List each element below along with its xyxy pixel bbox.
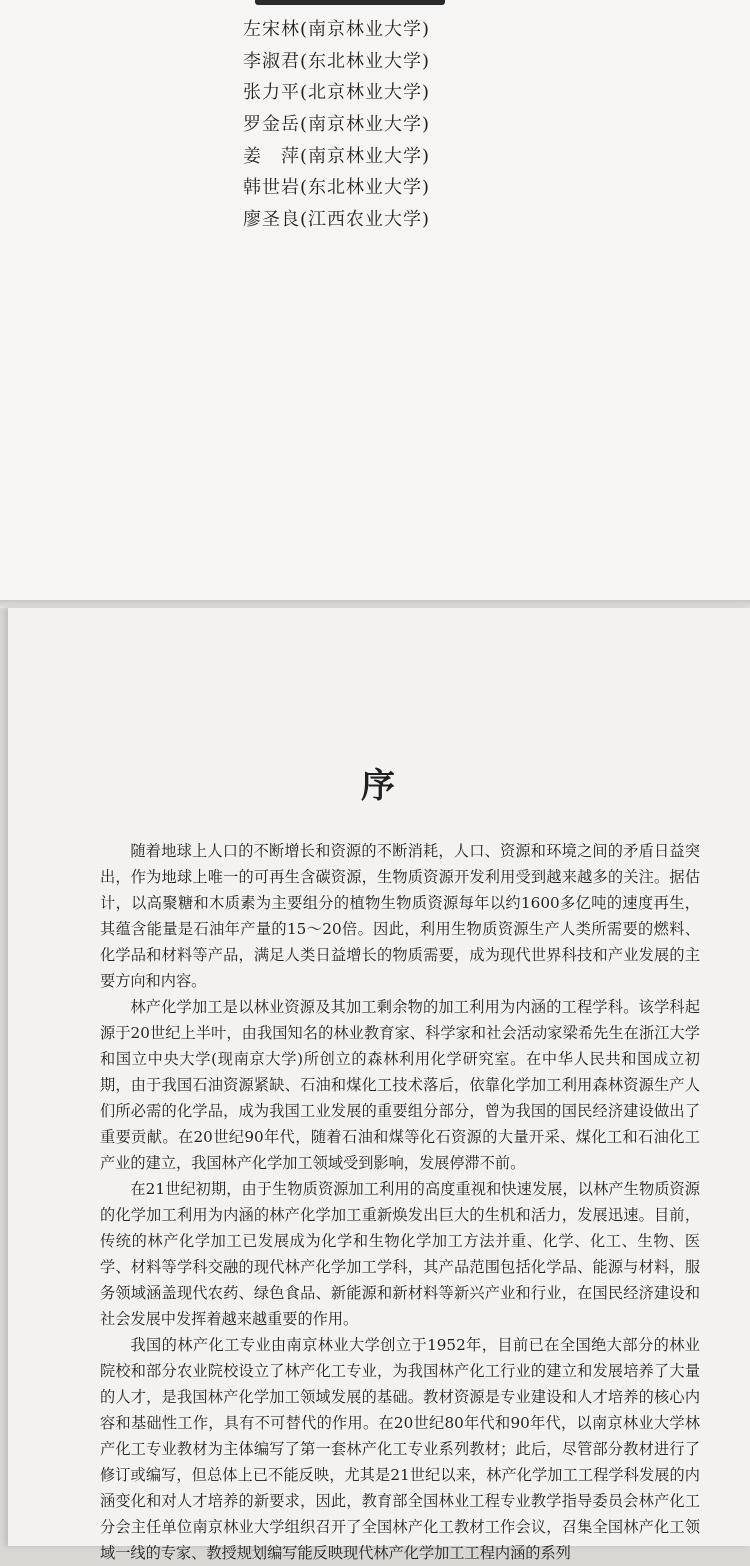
contributor-item: 左宋林(南京林业大学) [243,19,431,40]
preface-paragraph: 我国的林产化工专业由南京林业大学创立于1952年，目前已在全国绝大部分的林业院校和部分农业院校设立了林产化工专业，为我国林产化工行业的建立和发展培养了大量的人才，是我国林产化学加工领域发展的基础。教材资源是专业建设和人才培养的核心内容和基础性工作，具有不可替代的作用。在20世纪80年代和90年代，以南京林业大学林产化工专业教材为主体编写了第一套林产化工专业系列教材；此后，尽管部分教材进行了修订或编写，但总体上已不能反映，尤其是21世纪以来，林产化学加工工程学科发展的内涵变化和对人才培养的新要求，因此，教育部全国林业工程专业教学指导委员会林产化工分会主任单位南京林业大学组织召开了全国林产化工教材工作会议，召集全国林产化工领域一线的专家、教授规划编写能反映现代林产化学加工工程内涵的系列 [100,1336,700,1562]
contributor-item: 韩世岩(东北林业大学) [243,177,431,199]
contributors-page [0,0,750,600]
preface-paragraph: 随着地球上人口的不断增长和资源的不断消耗，人口、资源和环境之间的矛盾日益突出，作为地球上唯一的可再生含碳资源，生物质资源开发利用受到越来越多的关注。据估计，以高聚糖和木质素为主要组分的植物生物质资源每年以约1600多亿吨的速度再生，其蕴含能量是石油年产量的15～20倍。因此，利用生物质资源生产人类所需要的燃料、化学品和材料等产品，满足人类日益增长的物质需要，成为现代世界科技和产业发展的主要方向和内容。 [100,842,700,990]
preface-title: 序 [361,766,397,806]
preface-body [100,838,700,1566]
cropped-line-mark [255,0,445,5]
preface-paragraph: 在21世纪初期，由于生物质资源加工利用的高度重视和快速发展，以林产生物质资源的化学加工利用为内涵的林产化学加工重新焕发出巨大的生机和活力，发展迅速。目前，传统的林产化学加工已发展成为化学和生物化学加工方法并重、化学、化工、生物、医学、材料等学科交融的现代林产化学加工学科，其产品范围包括化学品、能源与材料，服务领域涵盖现代农药、绿色食品、新能源和新材料等新兴产业和行业，在国民经济建设和社会发展中发挥着越来越重要的作用。 [100,1180,700,1328]
contributor-item: 罗金岳(南京林业大学) [243,114,431,136]
contributor-item: 李淑君(东北林业大学) [243,50,431,72]
page-seam [0,600,750,608]
contributor-item: 张力平(北京林业大学) [243,82,431,104]
preface-paragraph: 林产化学加工是以林业资源及其加工剩余物的加工利用为内涵的工程学科。该学科起源于20世纪上半叶，由我国知名的林业教育家、科学家和社会活动家梁希先生在浙江大学和国立中央大学(现南京大学)所创立的森林利用化学研究室。在中华人民共和国成立初期，由于我国石油资源紧缺、石油和煤化工技术落后，依靠化学加工利用森林资源生产人们所必需的化学品，成为我国工业发展的重要组分部分，曾为我国的国民经济建设做出了重要贡献。在20世纪90年代，随着石油和煤等化石资源的大量开采、煤化工和石油化工产业的建立，我国林产化学加工领域受到影响，发展停滞不前。 [100,998,700,1172]
contributor-item: 廖圣良(江西农业大学) [243,209,431,231]
preface-page [8,608,750,1562]
contributor-list [243,14,503,236]
contributor-item: 姜 萍(南京林业大学) [243,145,431,167]
